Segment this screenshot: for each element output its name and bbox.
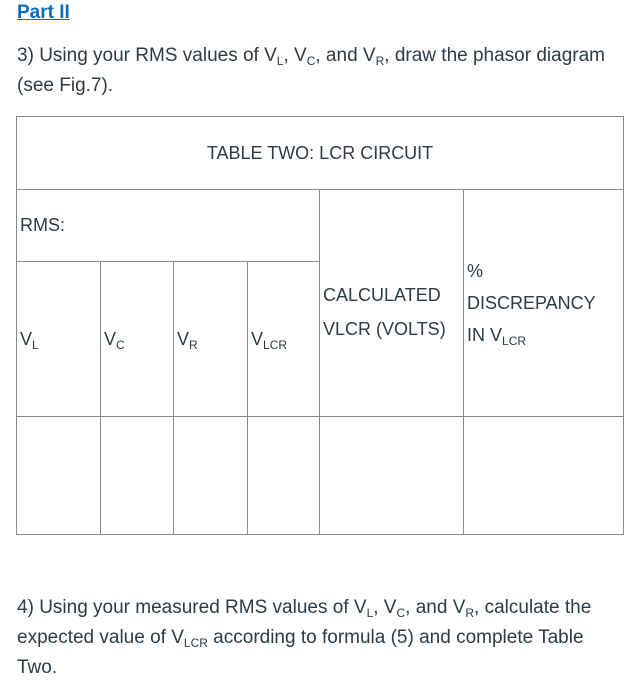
calculated-vlcr-value-cell[interactable] (320, 417, 464, 535)
vr-value-cell[interactable] (174, 417, 248, 535)
question-3-text: 3) Using your RMS values of $V_L$, $V_C$, and $V_R$, draw the phasor diagram (see Fig.7). (17, 45, 605, 96)
vlcr-value-cell[interactable] (248, 417, 320, 535)
vc-header: $V_C$ (101, 262, 174, 417)
vr-header: $V_R$ (174, 262, 248, 417)
vc-value-cell[interactable] (101, 417, 174, 535)
calculated-vlcr-header: CALCULATED VLCR (VOLTS) (320, 190, 464, 417)
vl-value-cell[interactable] (17, 417, 101, 535)
vl-header: $V_L$ (17, 262, 101, 417)
rms-label: RMS: (17, 190, 320, 262)
vlcr-header: $V_{LCR}$ (248, 262, 320, 417)
discrepancy-header: % DISCREPANCY IN $V_{LCR}$ (464, 190, 624, 417)
lcr-circuit-table (16, 116, 624, 535)
part-ii-link[interactable]: Part II (17, 2, 70, 23)
table-title: TABLE TWO: LCR CIRCUIT (17, 117, 624, 190)
question-4-text: 4) Using your measured RMS values of $V_L$, $V_C$, and $V_R$, calculate the expected value of $V_{LCR}$ according to formula (5) and complete Table Two. (17, 597, 592, 678)
discrepancy-value-cell[interactable] (464, 417, 624, 535)
